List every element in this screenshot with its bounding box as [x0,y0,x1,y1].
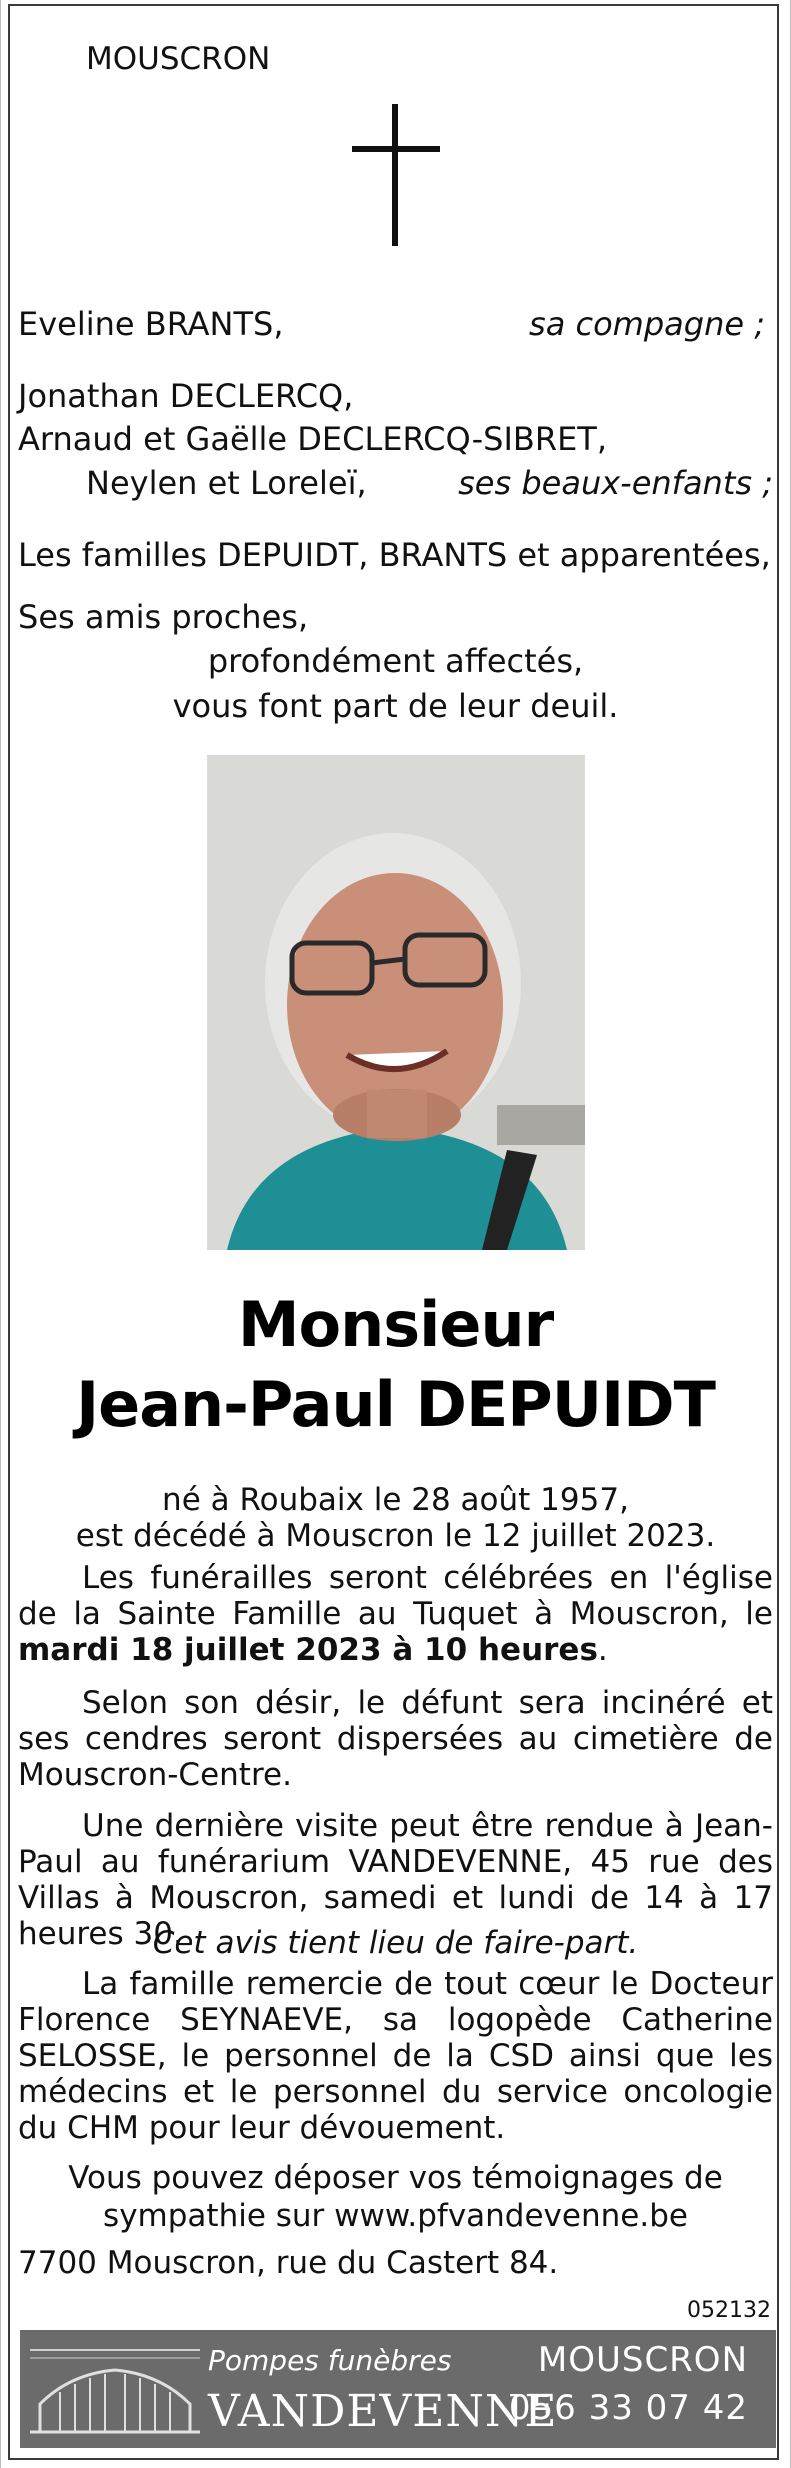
family-neylen-role: ses beaux-enfants ; [458,464,773,502]
funeral-paragraph [18,1560,773,1668]
funeral-home-banner [20,2330,776,2448]
deceased-title: Monsieur [237,1288,554,1361]
sympathy-line-1: Vous pouvez déposer vos témoignages de [68,2160,723,2196]
funeral-end: . [597,1632,608,1668]
visit-text: Une dernière visite peut être rendue à Jean-Paul au funérarium VANDEVENNE, 45 rue des Villas à Mouscron, samedi et lundi de 14 à 17 heures 30. [18,1808,773,1952]
portrait-photo [207,755,585,1250]
gate-logo-icon [30,2344,200,2438]
family-affected: profondément affectés, [207,642,584,680]
funeral-text: Les funérailles seront célébrées en l'église de la Sainte Famille au Tuquet à Mouscron, le [18,1560,773,1632]
company-name: VANDEVENNE [208,2386,558,2437]
header-city: MOUSCRON [86,41,271,77]
family-families: Les familles DEPUIDT, BRANTS et apparentées, [18,536,771,574]
thanks-paragraph [18,1966,773,2146]
footer-city: MOUSCRON [537,2340,748,2380]
deceased-name: Jean-Paul DEPUIDT [76,1368,715,1441]
family-eveline: Eveline BRANTS, [18,305,284,343]
born-line: né à Roubaix le 28 août 1957, [162,1482,629,1518]
thanks-text: La famille remercie de tout cœur le Docteur Florence SEYNAEVE, sa logopède Catherine SELOSSE, le personnel de la CSD ainsi que les médecins et le personnel du service oncologie du CHM pour leur dévouement. [18,1966,773,2146]
wish-text: Selon son désir, le défunt sera incinéré et ses cendres seront dispersées au cimetière de Mouscron-Centre. [18,1685,773,1793]
footer-phone: 056 33 07 42 [508,2388,748,2428]
family-grief: vous font part de leur deuil. [172,687,619,725]
address-line: 7700 Mouscron, rue du Castert 84. [18,2245,559,2281]
family-jonathan: Jonathan DECLERCQ, [18,377,354,415]
died-line: est décédé à Mouscron le 12 juillet 2023. [75,1518,716,1554]
family-neylen: Neylen et Loreleï, [86,464,367,502]
family-eveline-role: sa compagne ; [529,305,765,343]
notice-line: Cet avis tient lieu de faire-part. [152,1925,639,1961]
wish-paragraph [18,1685,773,1793]
pompes-funebres-label: Pompes funèbres [208,2344,452,2377]
sympathy-line-2: sympathie sur www.pfvandevenne.be [103,2198,688,2234]
funeral-date: mardi 18 juillet 2023 à 10 heures [18,1632,598,1668]
family-arnaud: Arnaud et Gaëlle DECLERCQ-SIBRET, [18,420,608,458]
reference-number: 052132 [687,2298,771,2323]
family-friends: Ses amis proches, [18,598,309,636]
